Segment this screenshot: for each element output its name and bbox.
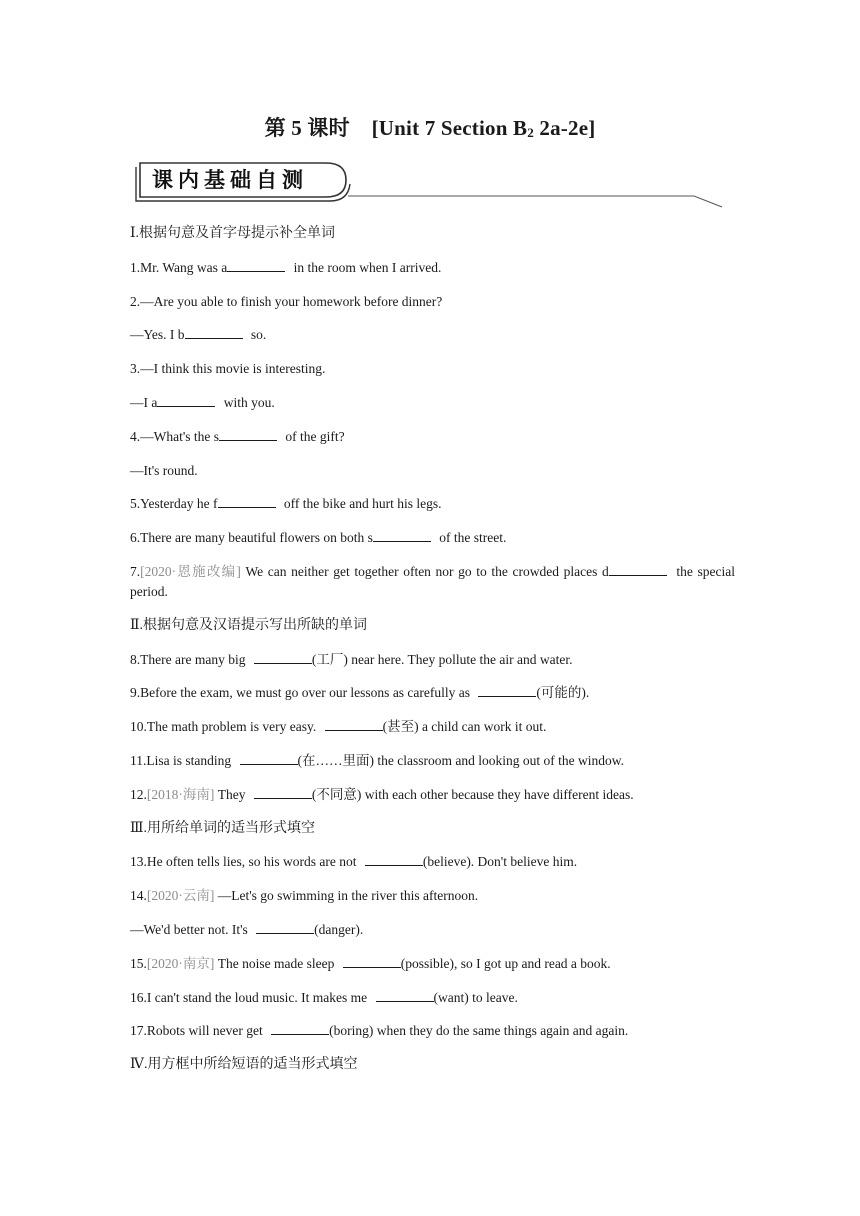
title-section: 2a-2e] (533, 116, 596, 140)
answer-blank[interactable] (365, 853, 423, 866)
question-4-prompt: 4.—What's the s of the gift? (130, 428, 345, 444)
answer-blank[interactable] (478, 684, 536, 697)
section-heading-4: Ⅳ.用方框中所给短语的适当形式填空 (130, 1057, 358, 1073)
answer-blank[interactable] (256, 921, 314, 934)
section-heading-1: Ⅰ.根据句意及首字母提示补全单词 (130, 226, 336, 241)
answer-blank[interactable] (227, 259, 285, 272)
page-title (0, 112, 860, 142)
question-16: 16.I can't stand the loud music. It makes me (want) to leave. (130, 989, 518, 1005)
answer-blank[interactable] (240, 752, 298, 765)
question-10: 10.The math problem is very easy. (甚至) a child can work it out. (130, 719, 547, 735)
answer-blank[interactable] (254, 786, 312, 799)
answer-blank[interactable] (343, 955, 401, 968)
answer-blank[interactable] (219, 428, 277, 441)
answer-blank[interactable] (185, 326, 243, 339)
question-3-prompt: 3.—I think this movie is interesting. (130, 361, 326, 377)
answer-blank[interactable] (271, 1022, 329, 1035)
answer-blank[interactable] (157, 394, 215, 407)
source-tag: [2020·云南] (146, 888, 215, 904)
title-unit: [Unit 7 Section B (371, 116, 528, 140)
answer-blank[interactable] (373, 529, 431, 542)
answer-blank[interactable] (376, 989, 434, 1002)
question-12: 12.[2018·海南] They (不同意) with each other because they have different ideas. (130, 786, 634, 802)
question-8: 8.There are many big (工厂) near here. They pollute the air and water. (130, 651, 573, 667)
question-14-prompt: 14.[2020·云南] —Let's go swimming in the river this afternoon. (130, 888, 479, 904)
section-banner (134, 160, 724, 208)
section-heading-2: Ⅱ.根据句意及汉语提示写出所缺的单词 (130, 617, 368, 633)
exercise-content (130, 224, 735, 1089)
question-7: 7.[2020·恩施改编] We can neither get together often nor go to the crowded places d the special period. (130, 563, 735, 599)
question-11: 11.Lisa is standing (在……里面) the classroom and looking out of the window. (130, 752, 624, 768)
question-15: 15.[2020·南京] The noise made sleep (possible), so I got up and read a book. (130, 955, 611, 971)
question-4-answer: —It's round. (130, 462, 198, 478)
question-17: 17.Robots will never get (boring) when they do the same things again and again. (130, 1023, 629, 1039)
section-heading-3: Ⅲ.用所给单词的适当形式填空 (130, 820, 316, 836)
question-5: 5.Yesterday he f off the bike and hurt his legs. (130, 496, 442, 512)
title-lesson: 第 5 课时 (264, 116, 350, 140)
question-6: 6.There are many beautiful flowers on both s of the street. (130, 530, 507, 546)
question-14-answer: —We'd better not. It's (danger). (130, 921, 364, 937)
question-3-answer: —I a with you. (130, 394, 275, 410)
source-tag: [2020·恩施改编] (140, 563, 241, 579)
title-subscript: 2 (527, 125, 534, 140)
answer-blank[interactable] (218, 495, 276, 508)
question-2-prompt: 2.—Are you able to finish your homework before dinner? (130, 293, 443, 309)
answer-blank[interactable] (325, 718, 383, 731)
source-tag: [2018·海南] (146, 786, 215, 802)
answer-blank[interactable] (609, 563, 667, 576)
question-9: 9.Before the exam, we must go over our lessons as carefully as (可能的). (130, 685, 590, 701)
question-13: 13.He often tells lies, so his words are not (believe). Don't believe him. (130, 854, 578, 870)
banner-label: 课内基础自测 (152, 168, 308, 192)
source-tag: [2020·南京] (146, 955, 215, 971)
question-2-answer: —Yes. I b so. (130, 327, 267, 343)
answer-blank[interactable] (254, 651, 312, 664)
question-1: 1.Mr. Wang was a in the room when I arrived. (130, 259, 442, 275)
